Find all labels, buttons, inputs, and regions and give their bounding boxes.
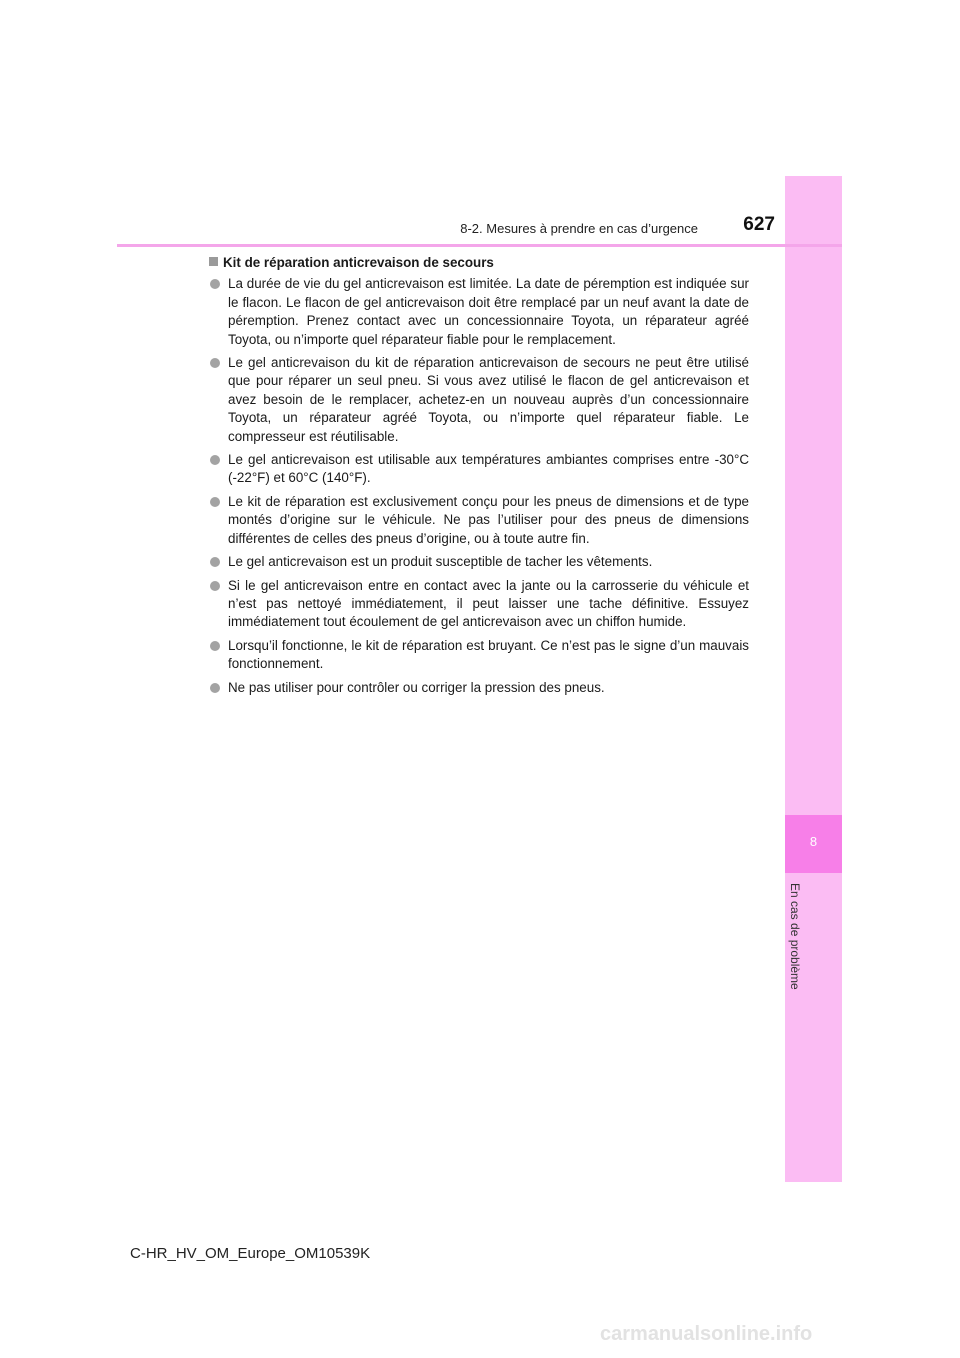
chapter-side-tab (785, 176, 842, 1182)
list-item-text: Le gel anticrevaison du kit de réparation anticrevaison de secours ne peut être utilisé que pour réparer un seul pneu. Si vous avez utilisé le flacon de gel anticrevaison et avez besoin de le remplacer, achetez-en un nouveau auprès d’un concessionnaire Toyota, un réparateur agréé Toyota, ou n’importe quel réparateur fiable. Le compresseur est réutilisable. (228, 355, 749, 444)
list-item-text: Le kit de réparation est exclusivement conçu pour les pneus de dimensions et de type montés d’origine sur le véhicule. Ne pas l’utiliser pour des pneus de dimensions différentes de celles des pneus d’origine, ou à toute autre fin. (228, 493, 749, 546)
list-item (209, 553, 749, 571)
circle-bullet-icon (210, 641, 220, 651)
list-item (209, 493, 749, 548)
list-item (209, 679, 749, 697)
circle-bullet-icon (210, 581, 220, 591)
list-item-text: Si le gel anticrevaison entre en contact avec la jante ou la carrosserie du véhicule et n’est pas nettoyé immédiatement, il peut laisser une tache définitive. Essuyez immédiatement tout écoulement de gel anticrevaison avec un chiffon humide. (228, 577, 749, 630)
circle-bullet-icon (210, 279, 220, 289)
section-heading-text: Kit de réparation anticrevaison de secours (223, 255, 494, 270)
list-item-text: La durée de vie du gel anticrevaison est limitée. La date de péremption est indiquée sur le flacon. Le flacon de gel anticrevaison doit être remplacé par un neuf avant la date de péremption. Prenez contact avec un concessionnaire Toyota, un réparateur agréé Toyota, ou n’importe quel réparateur fiable pour le remplacement. (228, 276, 749, 347)
circle-bullet-icon (210, 455, 220, 465)
header-divider (117, 244, 842, 247)
list-item (209, 637, 749, 674)
list-item-text: Le gel anticrevaison est un produit susceptible de tacher les vêtements. (228, 554, 653, 570)
watermark: carmanualsonline.info (600, 1323, 813, 1345)
main-content (209, 254, 749, 702)
list-item (209, 577, 749, 632)
list-item (209, 275, 749, 349)
bullet-list (209, 275, 749, 697)
circle-bullet-icon (210, 358, 220, 368)
circle-bullet-icon (210, 683, 220, 693)
list-item-text: Le gel anticrevaison est utilisable aux températures ambiantes comprises entre -30°C (-22°F) et 60°C (140°F). (228, 452, 749, 486)
list-item-text: Lorsqu’il fonctionne, le kit de réparation est bruyant. Ce n’est pas le signe d’un mauvais fonctionnement. (228, 637, 749, 672)
chapter-number: 8 (809, 834, 818, 849)
page-number: 627 (743, 214, 775, 235)
header-section-title: 8-2. Mesures à prendre en cas d’urgence (460, 221, 698, 236)
list-item-text: Ne pas utiliser pour contrôler ou corriger la pression des pneus. (228, 679, 605, 695)
square-bullet-icon (209, 257, 218, 266)
list-item (209, 451, 749, 488)
section-heading (209, 254, 749, 272)
circle-bullet-icon (210, 557, 220, 567)
chapter-title: En cas de problème (788, 883, 802, 990)
circle-bullet-icon (210, 497, 220, 507)
document-code: C-HR_HV_OM_Europe_OM10539K (130, 1245, 371, 1262)
list-item (209, 354, 749, 446)
